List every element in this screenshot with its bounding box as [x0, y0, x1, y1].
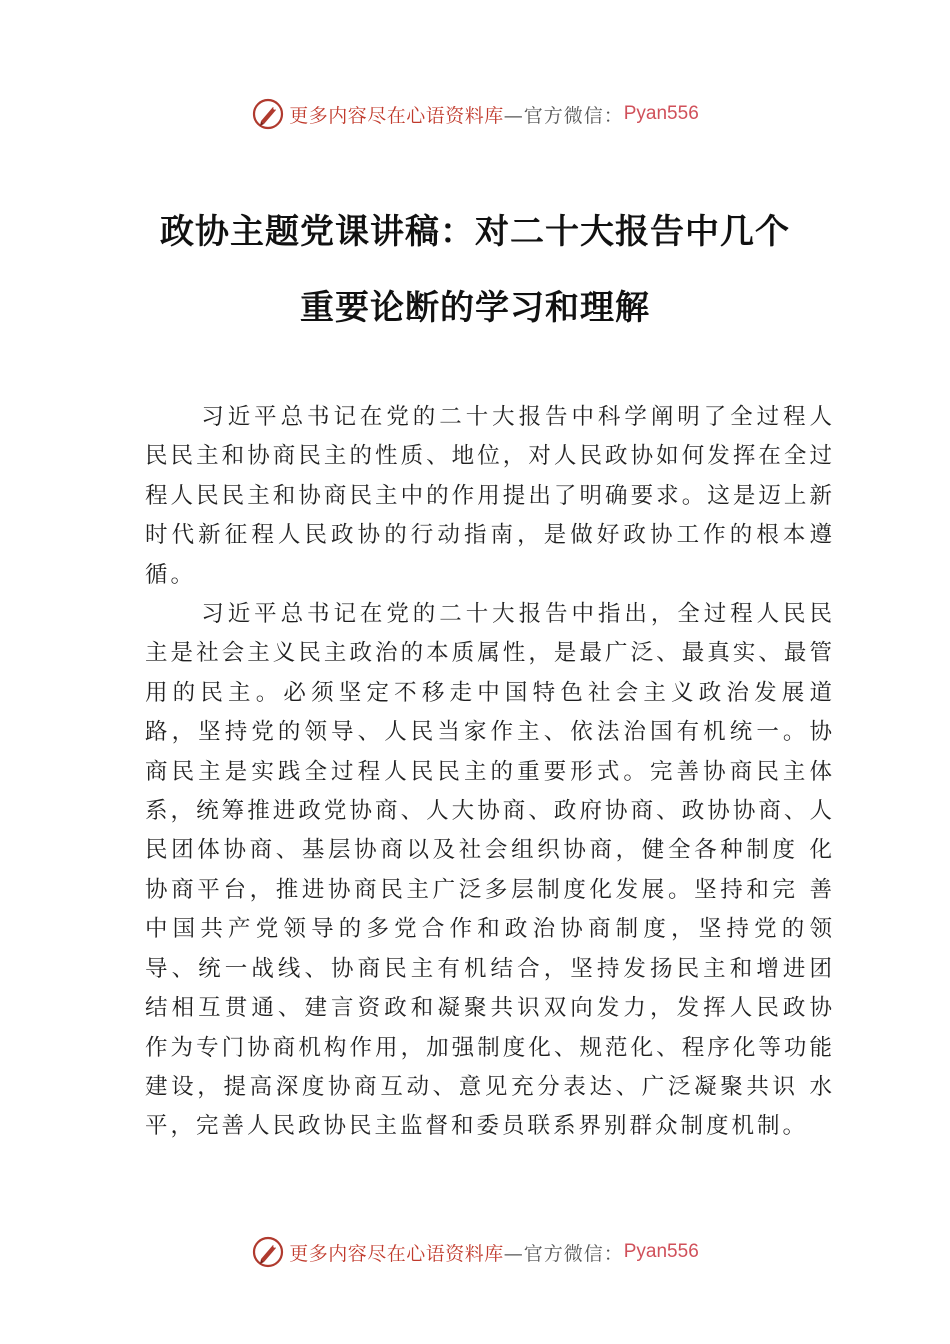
footer-promo-text: 更多内容尽在心语资料库 [289, 1242, 504, 1265]
header-banner [0, 92, 950, 136]
footer-banner [0, 1230, 950, 1274]
fountain-pen-logo-icon [251, 97, 285, 131]
body-paragraph-2: 习近平总书记在党的二十大报告中指出，全过程人民民主是社会主义民主政治的本质属性，是最广泛、最真实、最管用的民主。必须坚定不移走中国特色社会主义政治发展道 路，坚持党的领导、人民当家作主、依法治国有机统一。协 商民主是实践全过程人民民主的重要形式。完善协商民主体系，统筹推进政党协商、人大协商、政府协商、政协协商、人民团体协商、基层协商以及社会组织协商，健全各种制度 化协商平台，推进协商民主广泛多层制度化发展。坚持和完 善中国共产党领导的多党合作和政治协商制度，坚持党的领 导、统一战线、协商民主有机结合，坚持发扬民主和增进团 结相互贯通、建言资政和凝聚共识双向发力，发挥人民政协 作为专门协商机构作用，加强制度化、规范化、程序化等功能建设，提高深度协商互动、意见充分表达、广泛凝聚共识 水平，完善人民政协民主监督和委员联系界别群众制度机制。 [145, 601, 835, 1140]
banner-wechat-label: —官方微信： [503, 104, 624, 127]
body-paragraph-1: 习近平总书记在党的二十大报告中科学阐明了全过程人民民主和协商民主的性质、地位，对人民政协如何发挥在全过程人民民主和协商民主中的作用提出了明确要求。这是迈上新时代新征程人民政协的行动指南，是做好政协工作的根本遵循。 [145, 404, 835, 588]
banner-wechat-id: Pyan556 [623, 103, 699, 124]
fountain-pen-logo-icon [251, 1235, 285, 1269]
footer-wechat-label: —官方微信： [503, 1242, 624, 1265]
footer-wechat-id: Pyan556 [623, 1241, 699, 1262]
document-title-line-2: 重要论断的学习和理解 [300, 288, 650, 328]
document-title-line-1: 政协主题党课讲稿：对二十大报告中几个 [160, 212, 790, 252]
document-body [145, 398, 835, 1147]
banner-promo-text: 更多内容尽在心语资料库 [289, 104, 504, 127]
